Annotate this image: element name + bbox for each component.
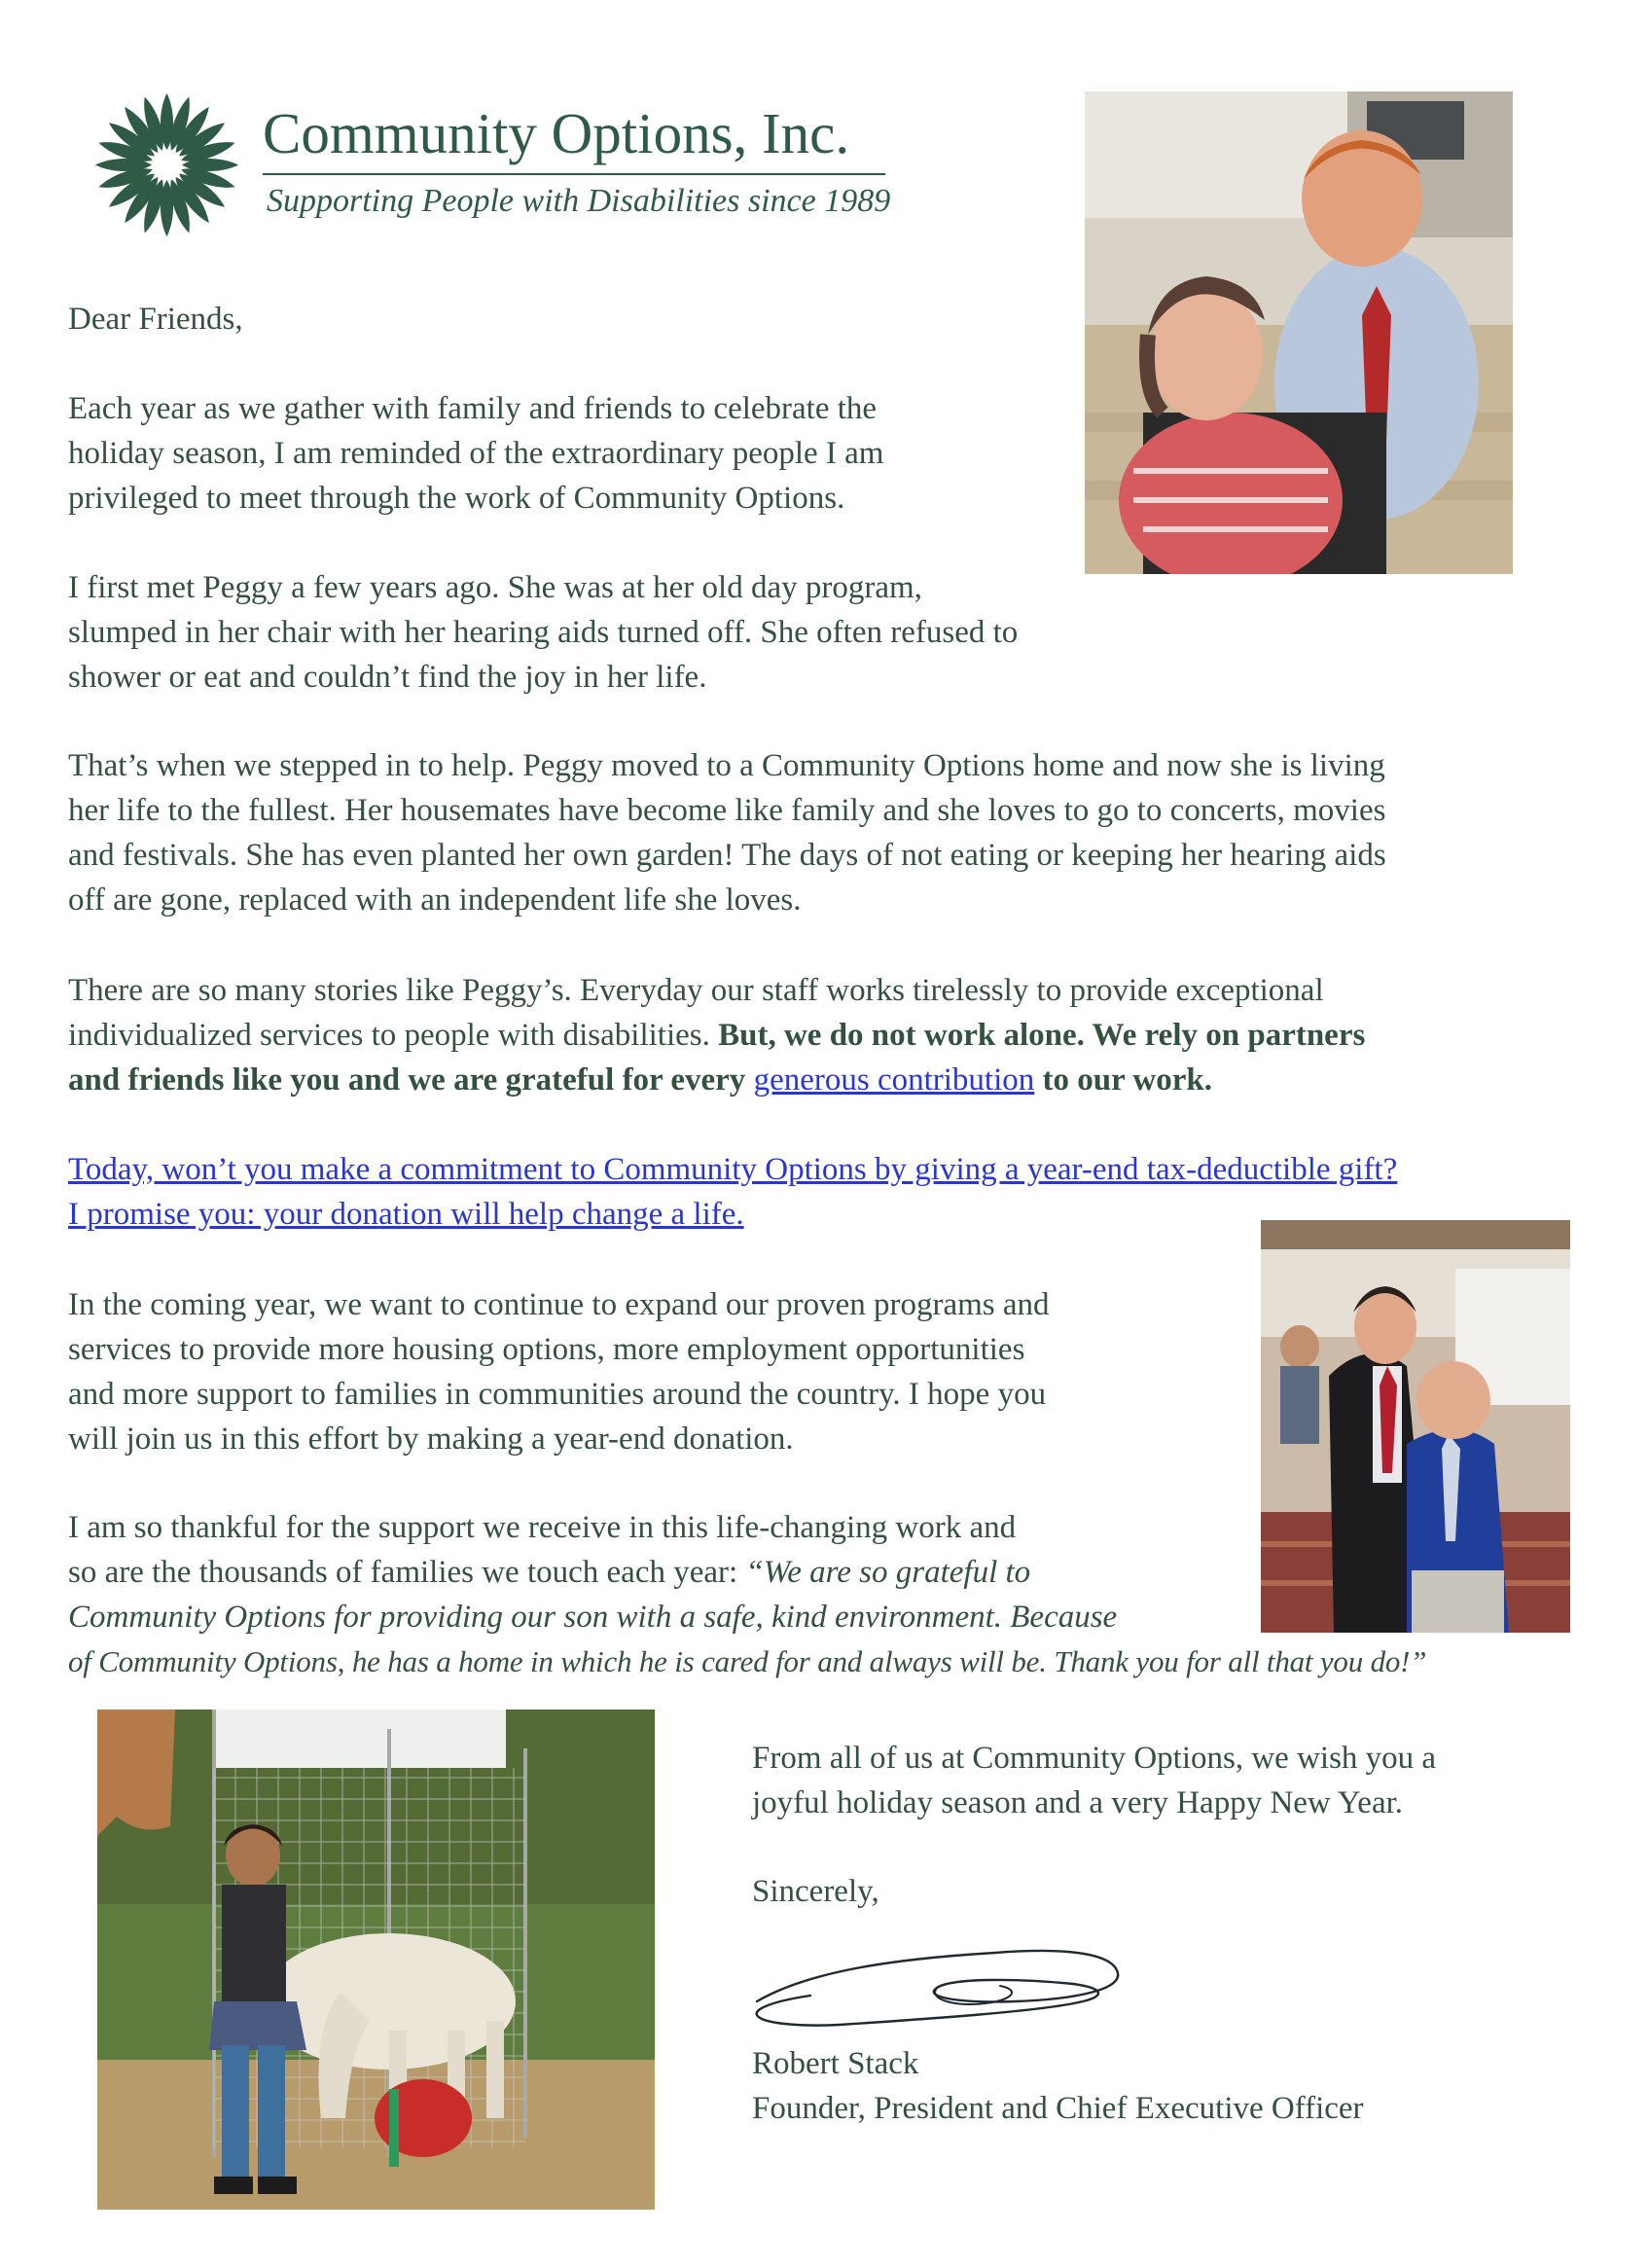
text-line: will join us in this effort by making a year-end donation.	[68, 1422, 794, 1457]
org-name: Community Options, Inc.	[263, 101, 850, 165]
photo-pony-image	[97, 1710, 655, 2210]
text-line: and more support to families in communities around the country. I hope you	[68, 1377, 1047, 1412]
signature-graphic	[752, 1931, 1131, 2034]
text-line: I am so thankful for the support we receive in this life-changing work and	[68, 1510, 1017, 1545]
paragraph-donation-appeal	[68, 1147, 1397, 1237]
bold-segment: and friends like you and we are grateful for every	[68, 1062, 754, 1098]
family-quote: “We are so grateful to	[745, 1555, 1031, 1590]
text-line: I first met Peggy a few years ago. She was at her old day program,	[68, 570, 922, 605]
text-line: From all of us at Community Options, we wish you a	[752, 1741, 1437, 1776]
signer-title: Founder, President and Chief Executive Officer	[752, 2091, 1364, 2126]
text-line: There are so many stories like Peggy’s. Everyday our staff works tirelessly to provide exceptional	[68, 973, 1324, 1008]
photo-peggy-and-robert	[1085, 91, 1513, 574]
generous-contribution-link[interactable]: generous contribution	[753, 1062, 1035, 1098]
donation-appeal-link[interactable]: I promise you: your donation will help change a life.	[68, 1197, 744, 1232]
text-line: holiday season, I am reminded of the extraordinary people I am	[68, 436, 884, 471]
bold-segment: to our work.	[1034, 1062, 1212, 1098]
text-line: joyful holiday season and a very Happy New Year.	[752, 1785, 1404, 1820]
text-line: Each year as we gather with family and friends to celebrate the	[68, 391, 878, 426]
text-line: off are gone, replaced with an independent life she loves.	[68, 882, 802, 918]
valediction: Sincerely,	[752, 1874, 879, 1909]
text-segment: so are the thousands of families we touch each year:	[68, 1555, 746, 1590]
paragraph-peggy-after	[68, 743, 1386, 922]
photo-woman-with-pony	[97, 1710, 655, 2210]
text-line: That’s when we stepped in to help. Peggy moved to a Community Options home and now she is living	[68, 748, 1385, 783]
text-line: services to provide more housing options, more employment opportunities	[68, 1332, 1025, 1367]
donation-appeal-link[interactable]: Today, won’t you make a commitment to Community Options by giving a year-end tax-deductible gift?	[68, 1152, 1398, 1187]
photo-peggy-image	[1085, 91, 1513, 574]
text-line: privileged to meet through the work of Community Options.	[68, 481, 845, 516]
salutation: Dear Friends,	[68, 302, 243, 337]
text-line: and festivals. She has even planted her own garden! The days of not eating or keeping her hearing aids	[68, 838, 1386, 873]
signer-name: Robert Stack	[752, 2046, 919, 2081]
paragraph-coming-year	[68, 1282, 1050, 1461]
org-tagline: Supporting People with Disabilities since 1989	[267, 183, 891, 219]
family-quote: Community Options for providing our son with a safe, kind environment. Because	[68, 1600, 1118, 1635]
text-line: In the coming year, we want to continue to expand our proven programs and	[68, 1287, 1050, 1322]
text-segment: individualized services to people with disabilities.	[68, 1018, 719, 1053]
sunburst-logo-icon	[91, 90, 242, 240]
paragraph-thankful	[68, 1505, 1426, 1684]
header-rule	[263, 173, 885, 175]
text-line: her life to the fullest. Her housemates have become like family and she loves to go to concerts, movies	[68, 793, 1386, 828]
text-line: slumped in her chair with her hearing aids turned off. She often refused to	[68, 615, 1019, 650]
text-line: shower or eat and couldn’t find the joy in her life.	[68, 660, 707, 695]
paragraph-stories	[68, 968, 1365, 1102]
signer-block	[752, 2041, 1364, 2131]
paragraph-peggy-before	[68, 565, 1018, 700]
family-quote: of Community Options, he has a home in which he is cared for and always will be. Thank you for all that you do!”	[68, 1644, 1427, 1678]
paragraph-intro	[68, 386, 883, 521]
bold-segment: But, we do not work alone. We rely on partners	[718, 1018, 1366, 1053]
closing-wish	[752, 1736, 1436, 1825]
